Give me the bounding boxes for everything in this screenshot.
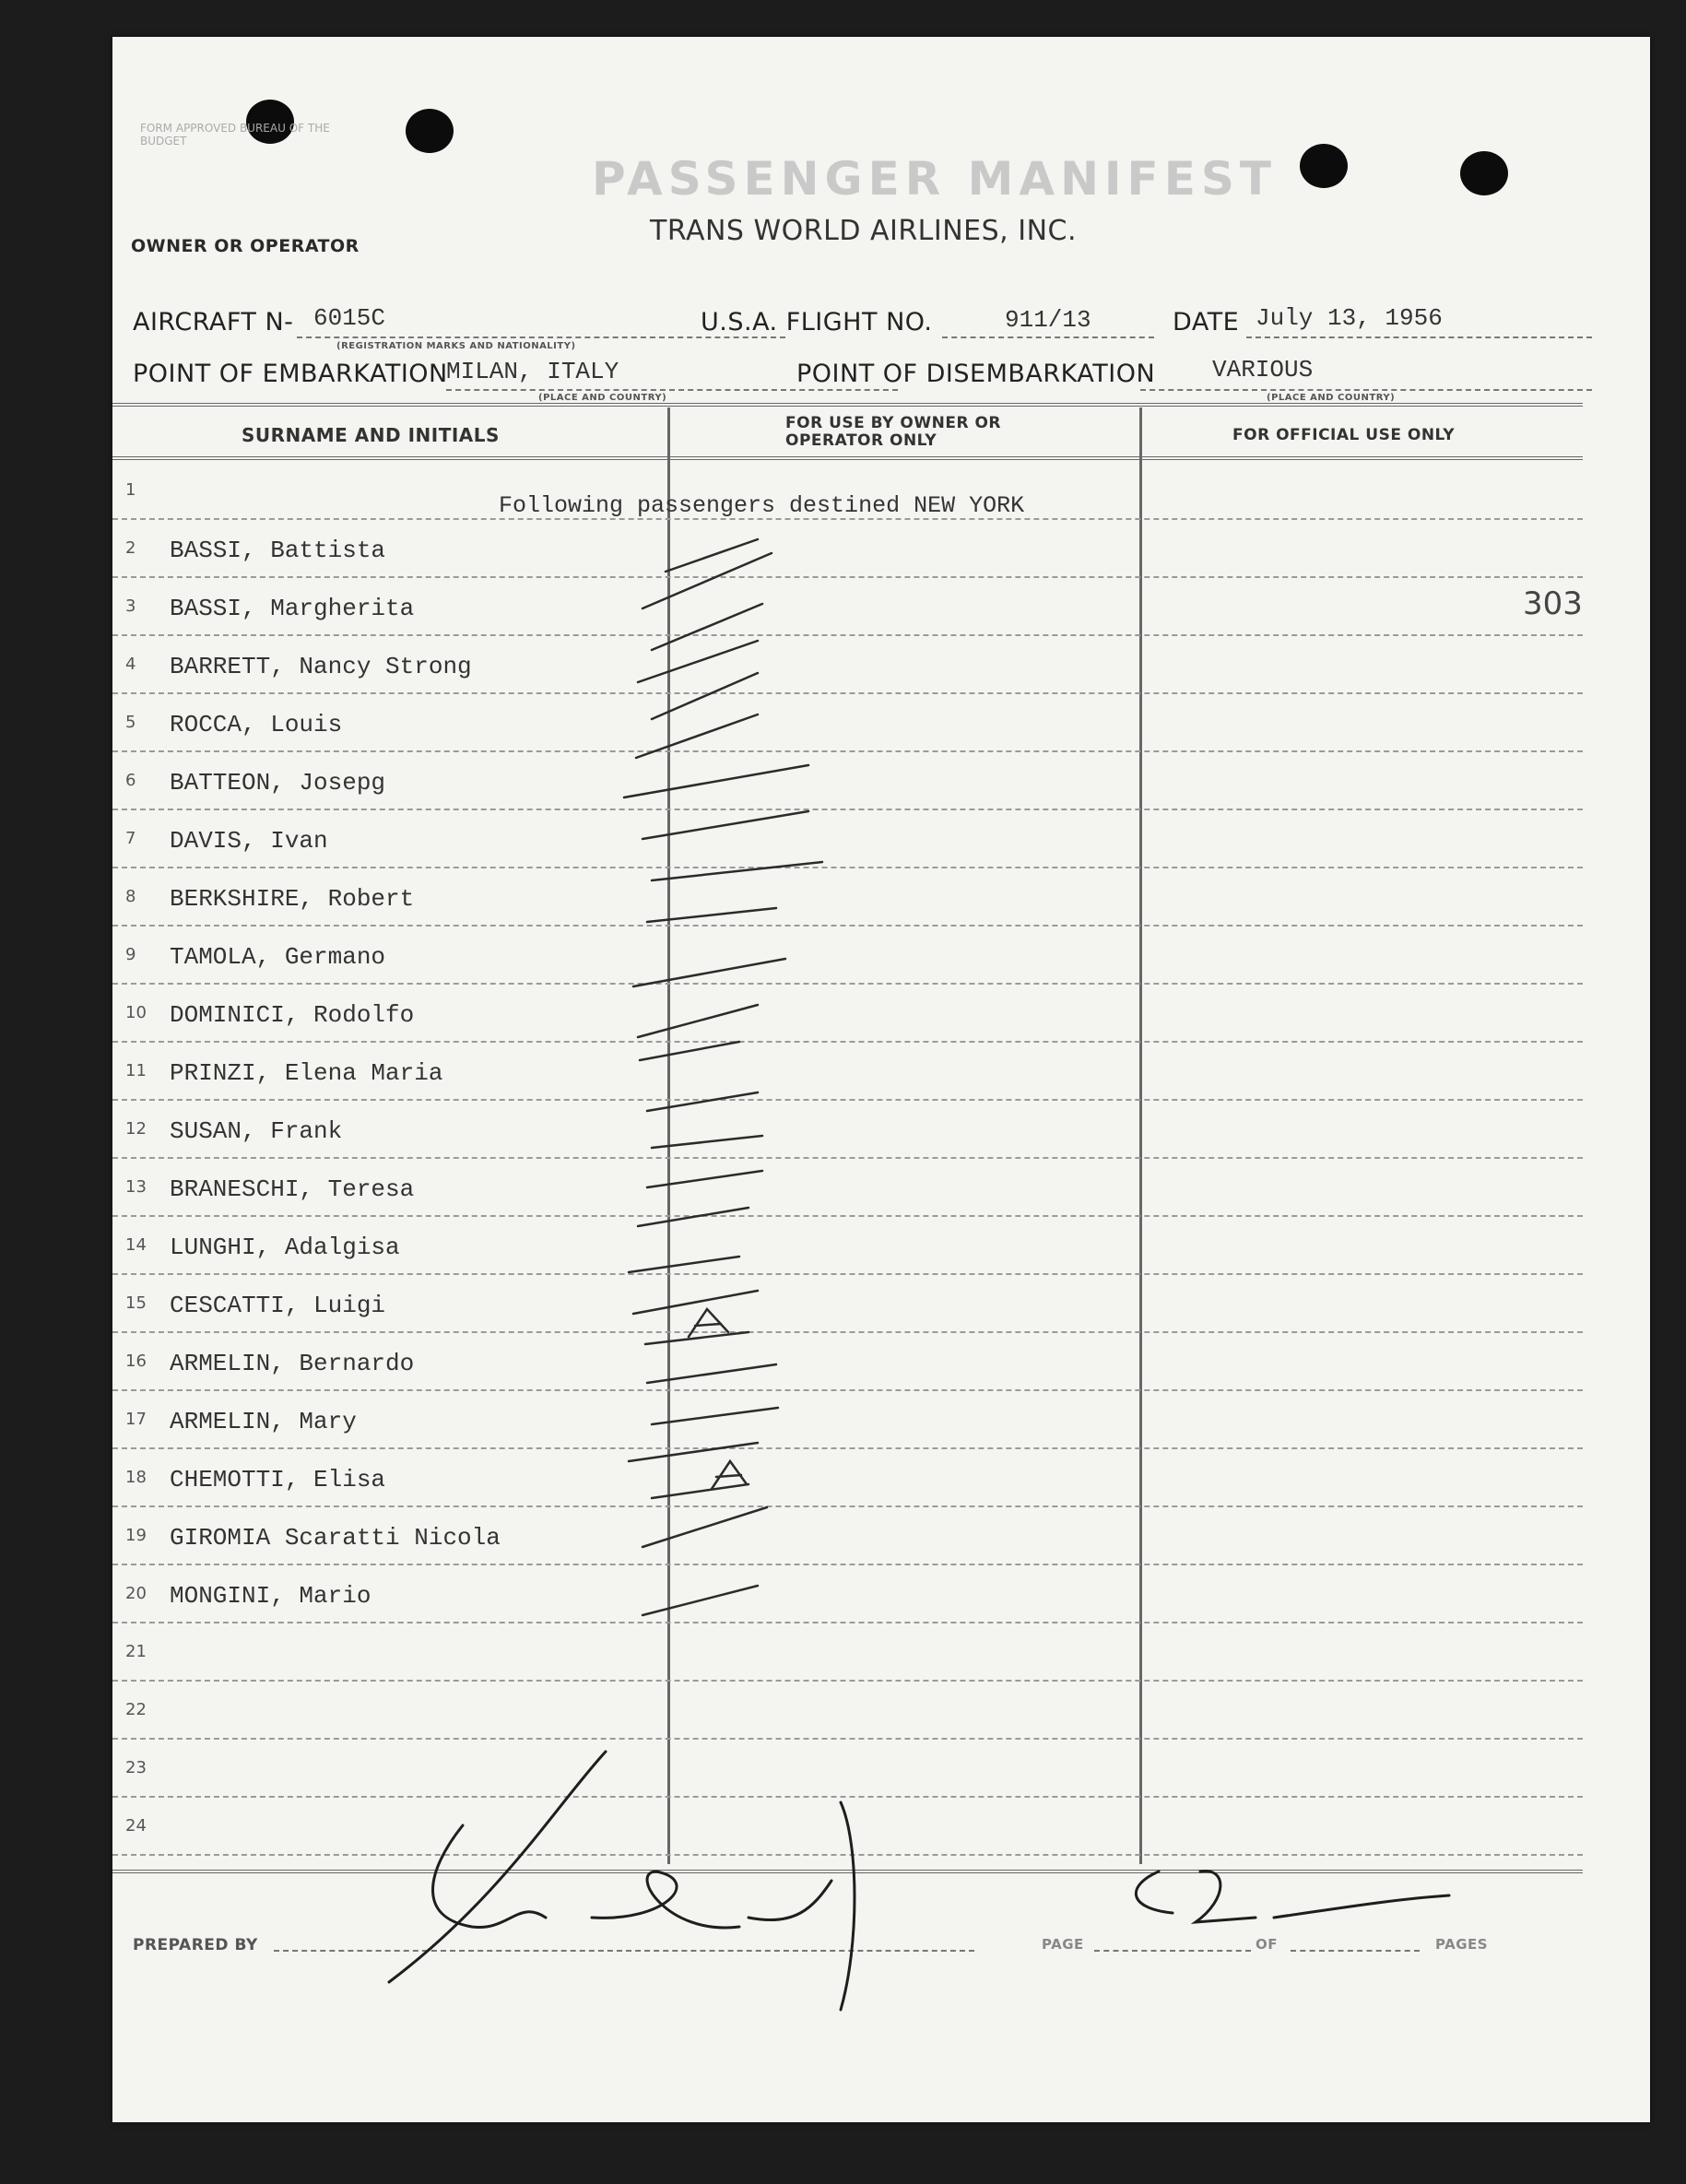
destination-note: Following passengers destined NEW YORK [499, 492, 1025, 519]
row-number: 3 [125, 596, 136, 616]
row-separator [112, 1564, 1583, 1565]
row-number: 11 [125, 1061, 147, 1080]
row-separator [112, 1505, 1583, 1507]
flight-value: 911/13 [1005, 306, 1091, 334]
row-number: 22 [125, 1700, 147, 1719]
owner-operator-label: OWNER OR OPERATOR [131, 236, 360, 256]
date-underline [1246, 336, 1592, 338]
embarkation-value: MILAN, ITALY [446, 358, 619, 385]
row-number: 9 [125, 945, 136, 964]
row-number: 10 [125, 1003, 147, 1022]
row-separator [112, 1680, 1583, 1682]
row-number: 13 [125, 1177, 147, 1197]
row-number: 17 [125, 1410, 147, 1429]
aircraft-label: AIRCRAFT N- [133, 308, 294, 336]
row-number: 20 [125, 1584, 147, 1603]
manifest-page [112, 37, 1650, 2122]
row-number: 12 [125, 1119, 147, 1139]
of-label: OF [1256, 1936, 1278, 1953]
row-number: 4 [125, 655, 136, 674]
page-label: PAGE [1042, 1936, 1084, 1953]
corner-note: FORM APPROVED BUREAU OF THE BUDGET [140, 122, 330, 148]
passenger-name: ARMELIN, Bernardo [170, 1350, 415, 1377]
row-number: 1 [125, 480, 136, 500]
passenger-name: BASSI, Margherita [170, 595, 415, 622]
passenger-name: BRANESCHI, Teresa [170, 1175, 415, 1203]
passenger-name: MONGINI, Mario [170, 1582, 371, 1610]
row-number: 19 [125, 1526, 147, 1545]
passenger-name: GIROMIA Scaratti Nicola [170, 1524, 501, 1552]
passenger-name: BERKSHIRE, Robert [170, 885, 415, 913]
row-number: 18 [125, 1468, 147, 1487]
prepared-by-label: PREPARED BY [133, 1936, 258, 1954]
row-separator [112, 867, 1583, 868]
row-separator [112, 1099, 1583, 1101]
disembarkation-label: POINT OF DISEMBARKATION [796, 360, 1156, 388]
passenger-name: BATTEON, Josepg [170, 769, 386, 797]
row-separator [112, 1796, 1583, 1798]
passenger-name: ROCCA, Louis [170, 711, 343, 738]
row-separator [112, 925, 1583, 927]
disembarkation-underline [1140, 389, 1592, 391]
flight-label: U.S.A. FLIGHT NO. [701, 308, 933, 336]
row-separator [112, 634, 1583, 636]
punch-hole [1300, 144, 1348, 188]
aircraft-underline [297, 336, 785, 338]
passenger-name: DAVIS, Ivan [170, 827, 328, 855]
embarkation-label: POINT OF EMBARKATION [133, 360, 448, 388]
passenger-name: PRINZI, Elena Maria [170, 1059, 443, 1087]
embarkation-note: (PLACE AND COUNTRY) [538, 393, 667, 403]
row-separator [112, 1389, 1583, 1391]
passenger-list [112, 466, 1583, 1862]
pages-label: PAGES [1435, 1936, 1489, 1953]
punch-hole [1460, 151, 1508, 195]
row-separator [112, 692, 1583, 694]
row-separator [112, 1447, 1583, 1449]
row-number: 15 [125, 1293, 147, 1313]
row-separator [112, 1738, 1583, 1740]
disembarkation-value: VARIOUS [1212, 356, 1314, 384]
row-separator [112, 1331, 1583, 1333]
passenger-name: LUNGHI, Adalgisa [170, 1234, 400, 1261]
row-separator [112, 1273, 1583, 1275]
passenger-name: CHEMOTTI, Elisa [170, 1466, 386, 1493]
passenger-name: CESCATTI, Luigi [170, 1292, 386, 1319]
header-bottom-rule [112, 456, 1583, 460]
col-surname-header: SURNAME AND INITIALS [242, 424, 500, 446]
date-label: DATE [1173, 308, 1240, 336]
prepared-by-underline [274, 1950, 974, 1952]
row-number: 5 [125, 713, 136, 732]
footer-top-rule [112, 1870, 1583, 1873]
page-underline [1094, 1950, 1251, 1952]
row-separator [112, 983, 1583, 985]
row-separator [112, 750, 1583, 752]
col-official-header: FOR OFFICIAL USE ONLY [1232, 426, 1456, 444]
row-separator [112, 1157, 1583, 1159]
airline-name: TRANS WORLD AIRLINES, INC. [650, 215, 1078, 247]
passenger-name: SUSAN, Frank [170, 1117, 343, 1145]
flight-underline [942, 336, 1154, 338]
disembarkation-note: (PLACE AND COUNTRY) [1267, 393, 1396, 403]
aircraft-value: 6015C [313, 304, 386, 332]
passenger-name: BARRETT, Nancy Strong [170, 653, 472, 680]
row-number: 23 [125, 1758, 147, 1777]
passenger-name: DOMINICI, Rodolfo [170, 1001, 415, 1029]
registration-note: (REGISTRATION MARKS AND NATIONALITY) [336, 341, 576, 351]
row-separator [112, 809, 1583, 810]
row-separator [112, 1041, 1583, 1043]
row-separator [112, 1622, 1583, 1623]
punch-hole [406, 109, 454, 153]
row-separator [112, 1215, 1583, 1217]
passenger-name: ARMELIN, Mary [170, 1408, 357, 1435]
date-value: July 13, 1956 [1256, 304, 1443, 332]
official-mark: 303 [1523, 585, 1583, 622]
row-number: 8 [125, 887, 136, 906]
row-number: 16 [125, 1352, 147, 1371]
row-number: 6 [125, 771, 136, 790]
embarkation-underline [446, 389, 898, 391]
passenger-name: TAMOLA, Germano [170, 943, 386, 971]
passenger-name: BASSI, Battista [170, 537, 386, 564]
row-separator [112, 1854, 1583, 1856]
row-number: 21 [125, 1642, 147, 1661]
row-separator [112, 576, 1583, 578]
row-number: 7 [125, 829, 136, 848]
row-number: 24 [125, 1816, 147, 1836]
form-title: PASSENGER MANIFEST [592, 152, 1277, 206]
of-underline [1291, 1950, 1420, 1952]
row-number: 14 [125, 1235, 147, 1255]
row-number: 2 [125, 538, 136, 558]
header-top-rule [112, 403, 1583, 407]
col-owner-header: FOR USE BY OWNER OR OPERATOR ONLY [785, 414, 1002, 450]
